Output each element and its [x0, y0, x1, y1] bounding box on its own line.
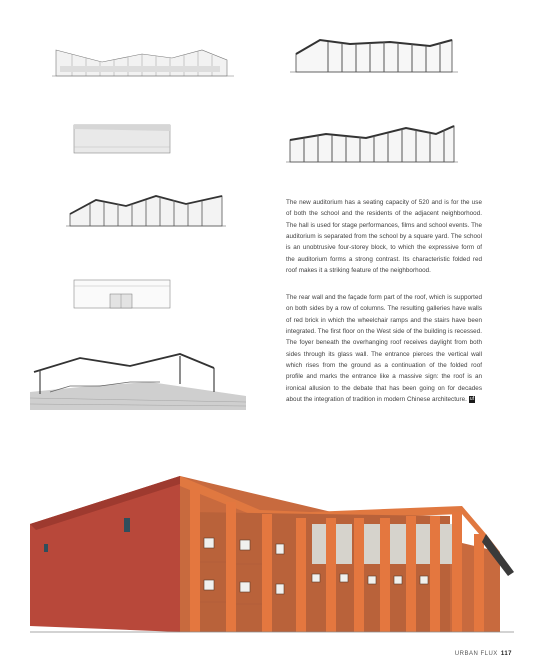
page-footer [455, 651, 512, 657]
elevation-drawing-4 [286, 120, 458, 164]
building-photo [30, 472, 514, 634]
end-mark: uf [469, 395, 475, 402]
magazine-name: URBAN FLUX [454, 651, 498, 657]
page-number: 117 [500, 651, 512, 657]
elevation-drawing-3 [72, 121, 172, 157]
elevation-drawing-1 [52, 40, 234, 78]
paragraph-1: The new auditorium has a seating capacity of 520 and is for the use of both the school and the residents of the adjacent neighborhood. The hall is used for stage performances, films and school events. The auditorium is separated from the school by a square yard. The school is an unobtrusive four-storey block, to which the expressive form of the auditorium forms a strong contrast. Its characteristic folded red roof makes it a striking feature of the neighborhood. [286, 199, 482, 275]
elevation-drawing-5 [66, 186, 226, 230]
elevation-drawing-2 [290, 34, 458, 74]
section-drawing [30, 352, 246, 410]
elevation-drawing-6 [72, 276, 172, 312]
paragraph-2 [286, 292, 482, 405]
paragraph-2-text: The rear wall and the façade form part of the roof, which is supported on both sides by a row of columns. The resulting galleries have walls of red brick in which the wheelchair ramps and the stairs have been integrated. The first floor on the West side of the building is recessed. The foyer beneath the overhanging roof receives daylight from both sides through its glass wall. The entrance pierces the vertical wall which rises from the ground as a continuation of the folded roof profile and marks the entrance like a massive sign: the roof is an ironical allusion to the debate that has been going on for decades about the integration of tradition in modern Chinese architecture. [286, 294, 482, 404]
